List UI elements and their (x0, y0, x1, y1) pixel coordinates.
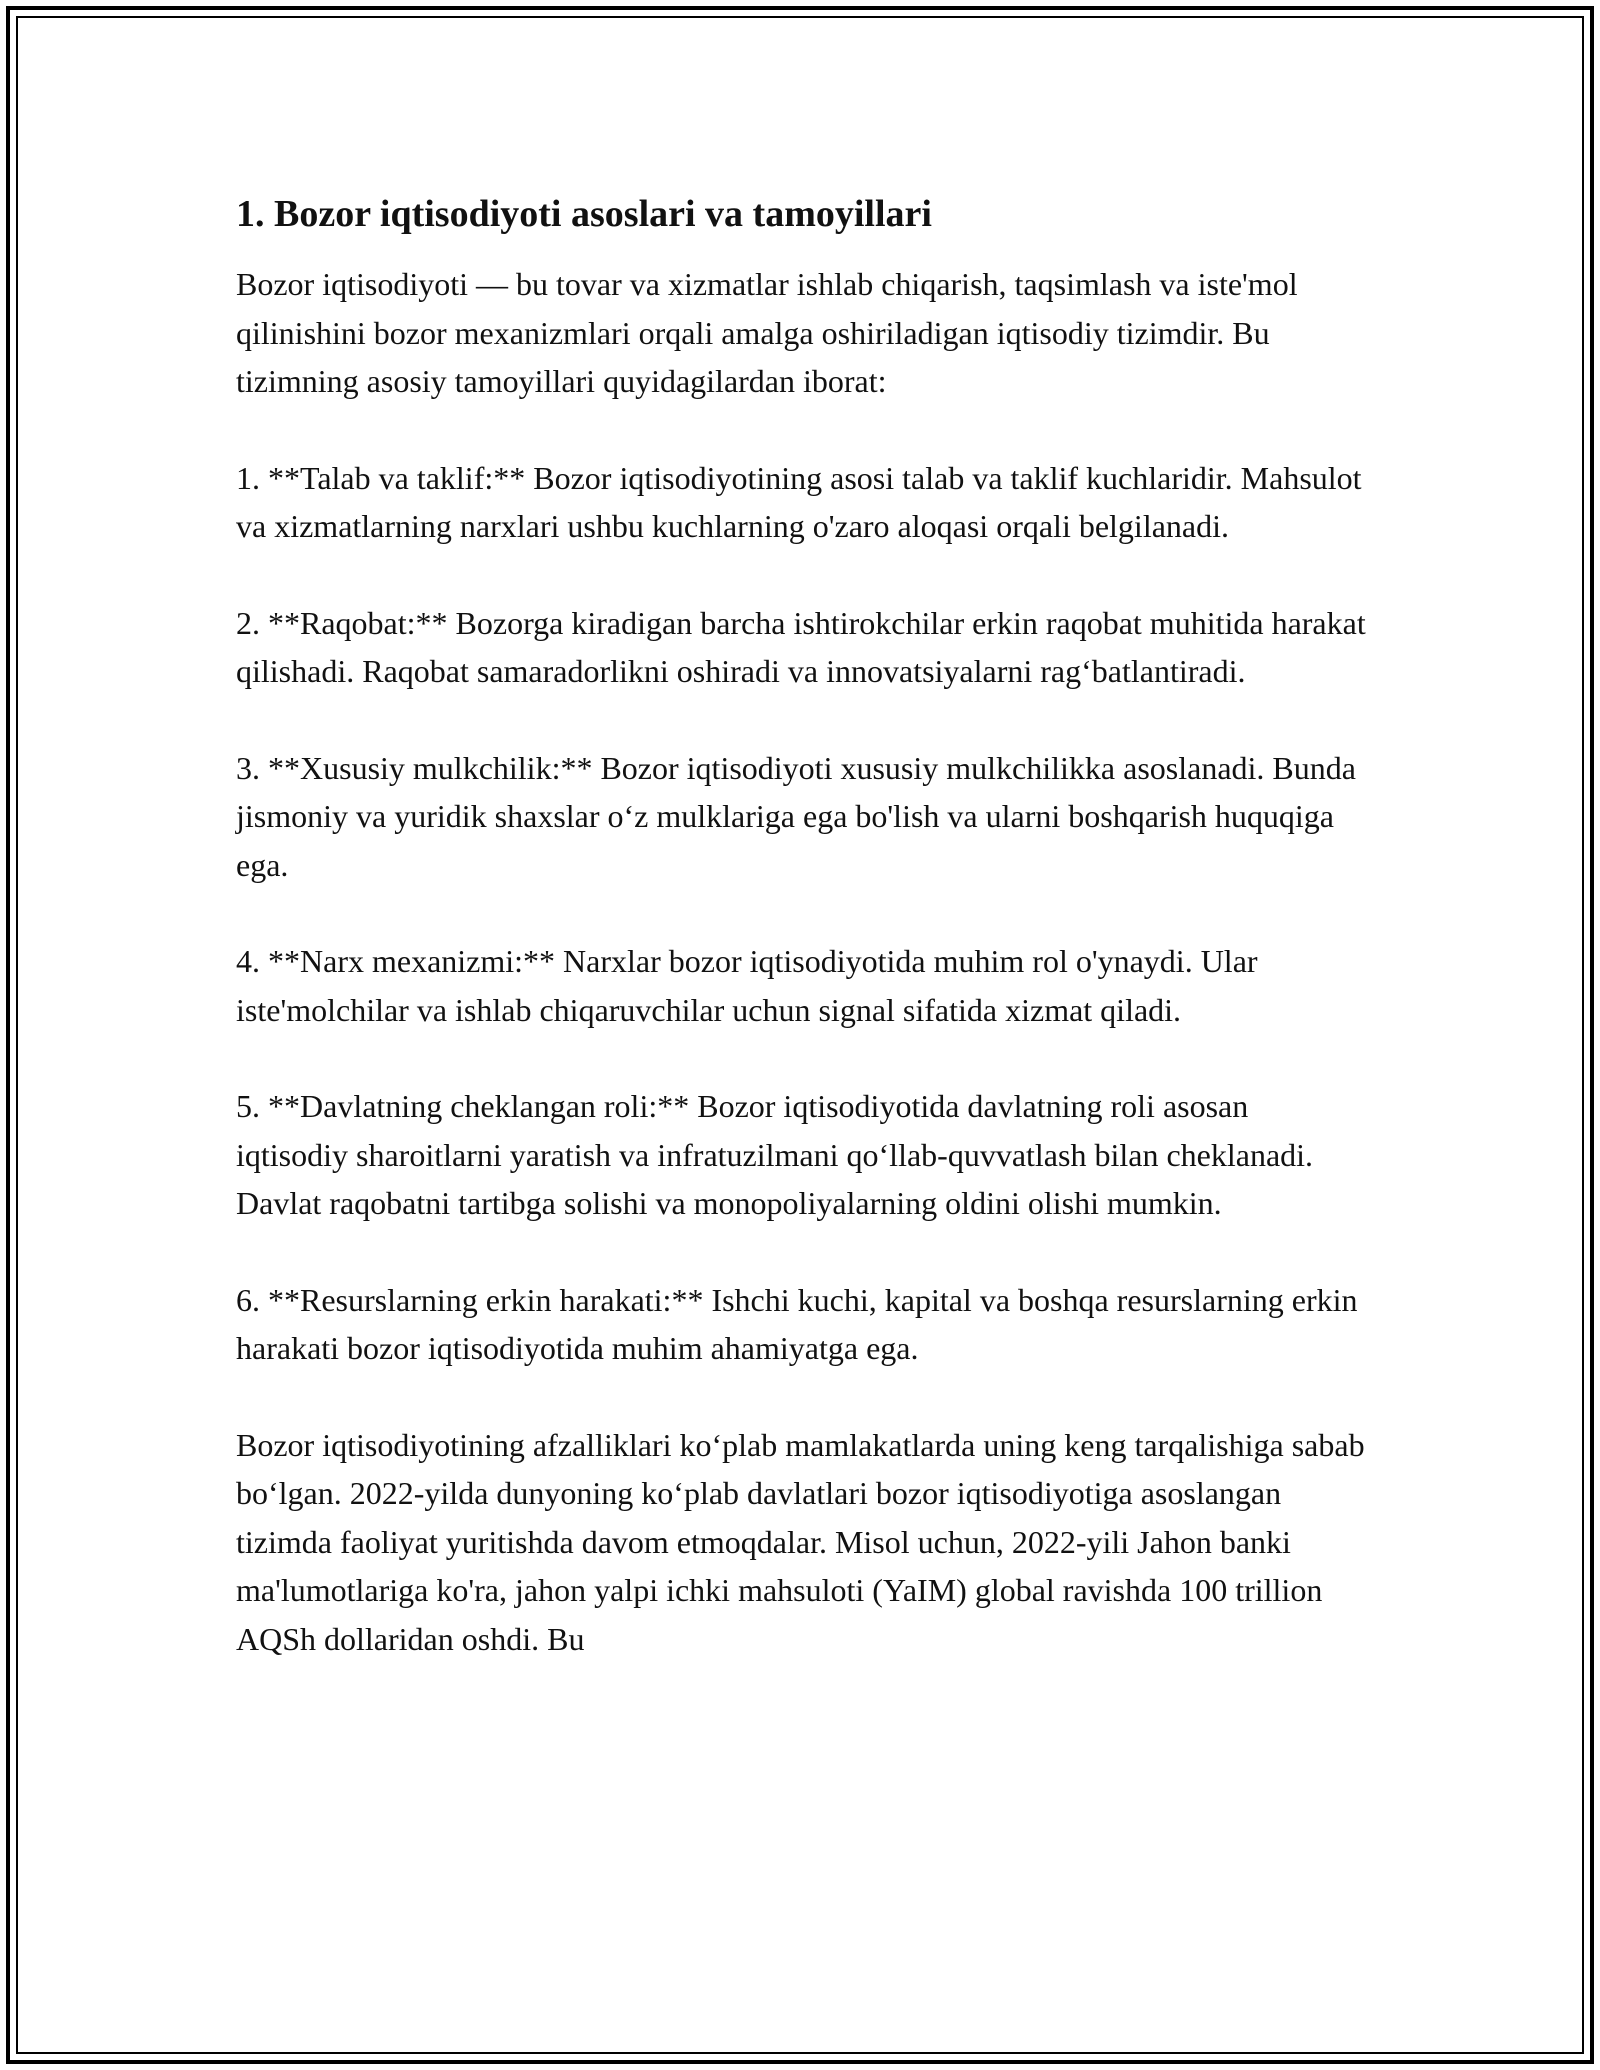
principle-competition: 2. **Raqobat:** Bozorga kiradigan barcha ishtirokchilar erkin raqobat muhitida harakat qilishadi. Raqobat samaradorlikni oshiradi va innovatsiyalarni rag‘batlantiradi. (236, 604, 1366, 689)
closing-paragraph: Bozor iqtisodiyotining afzalliklari ko‘plab mamlakatlarda uning keng tarqalishiga sabab bo‘lgan. 2022-yilda dunyoning ko‘plab davlatlari bozor iqtisodiyotiga asoslangan tizimda faoliyat yuritishda davom etmoqdalar. Misol uchun, 2022-yili Jahon banki ma'lumotlariga ko'ra, jahon yalpi ichki mahsuloti (YaIM) global ravishda 100 trillion AQSh dollaridan oshdi. Bu (236, 1426, 1365, 1657)
principle-limited-state-role: 5. **Davlatning cheklangan roli:** Bozor iqtisodiyotida davlatning roli asosan iqtisodiy sharoitlarni yaratish va infratuzilmani qo‘llab-quvvatlash bilan cheklanadi. Davlat raqobatni tartibga solishi va monopoliyalarning oldini olishi mumkin. (236, 1088, 1314, 1221)
principle-free-resource-movement: 6. **Resurslarning erkin harakati:** Ishchi kuchi, kapital va boshqa resurslarning erkin harakati bozor iqtisodiyotida muhim ahamiyatga ega. (236, 1281, 1358, 1366)
intro-paragraph: Bozor iqtisodiyoti — bu tovar va xizmatlar ishlab chiqarish, taqsimlash va iste'mol qilinishini bozor mexanizmlari orqali amalga oshiriladigan iqtisodiy tizimdir. Bu tizimning asosiy tamoyillari quyidagilardan iborat: (236, 266, 1298, 399)
section-heading: 1. Bozor iqtisodiyoti asoslari va tamoyillari (236, 193, 932, 235)
document-body (236, 190, 1366, 1711)
principle-price-mechanism: 4. **Narx mexanizmi:** Narxlar bozor iqtisodiyotida muhim rol o'ynaydi. Ular iste'molchilar va ishlab chiqaruvchilar uchun signal sifatida xizmat qiladi. (236, 943, 1258, 1028)
principle-demand-supply: 1. **Talab va taklif:** Bozor iqtisodiyotining asosi talab va taklif kuchlaridir. Mahsulot va xizmatlarning narxlari ushbu kuchlarning o'zaro aloqasi orqali belgilanadi. (236, 459, 1362, 544)
principle-private-property: 3. **Xususiy mulkchilik:** Bozor iqtisodiyoti xususiy mulkchilikka asoslanadi. Bunda jismoniy va yuridik shaxslar o‘z mulklariga ega bo'lish va ularni boshqarish huquqiga ega. (236, 749, 1356, 883)
